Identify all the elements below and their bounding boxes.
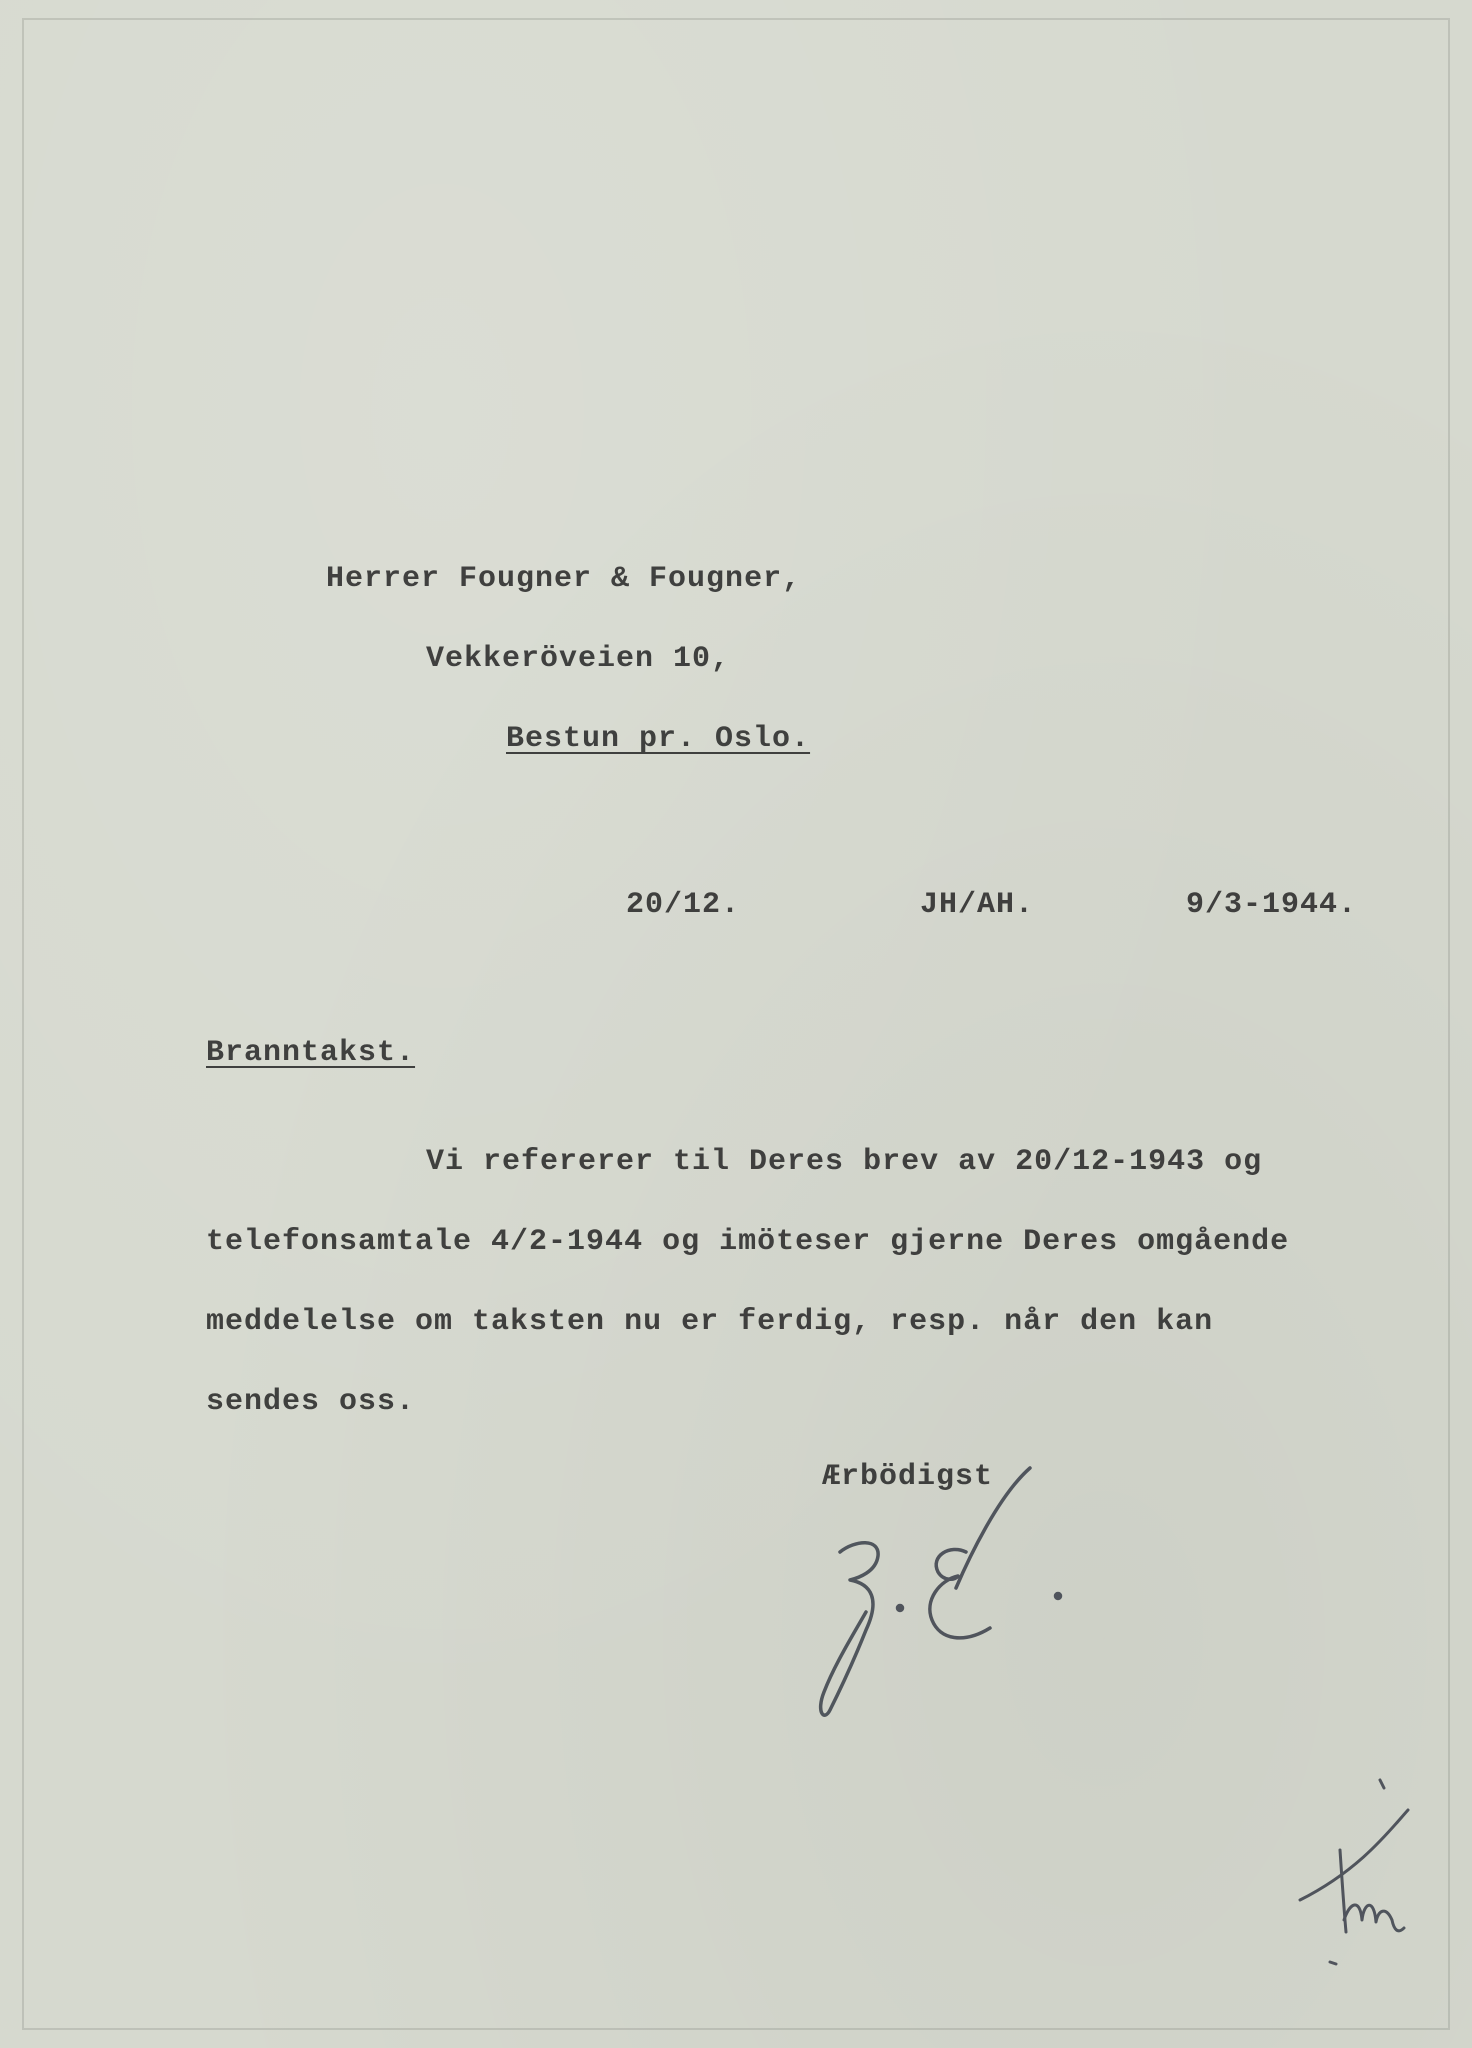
address-line-1: Herrer Fougner & Fougner, <box>326 562 802 596</box>
our-reference: JH/AH. <box>920 888 1035 922</box>
address-line-2: Vekkeröveien 10, <box>426 642 731 676</box>
body-line: telefonsamtale 4/2-1944 og imöteser gjerne Deres omgående <box>206 1225 1290 1259</box>
closing-salutation: Ærbödigst <box>822 1460 994 1494</box>
handwritten-signature <box>780 1460 1100 1730</box>
body-paragraph <box>206 1122 1356 1442</box>
address-line-3: Bestun pr. Oslo. <box>506 722 811 756</box>
margin-initials-mark <box>1280 1770 1430 1970</box>
body-line: meddelelse om taksten nu er ferdig, resp. når den kan <box>206 1305 1214 1339</box>
letter-date: 9/3-1944. <box>1186 888 1358 922</box>
body-line: sendes oss. <box>206 1385 416 1419</box>
page-border <box>22 18 1450 2030</box>
subject-heading: Branntakst. <box>206 1036 416 1070</box>
your-reference: 20/12. <box>626 888 741 922</box>
body-line: Vi refererer til Deres brev av 20/12-1943 og <box>426 1145 1263 1179</box>
